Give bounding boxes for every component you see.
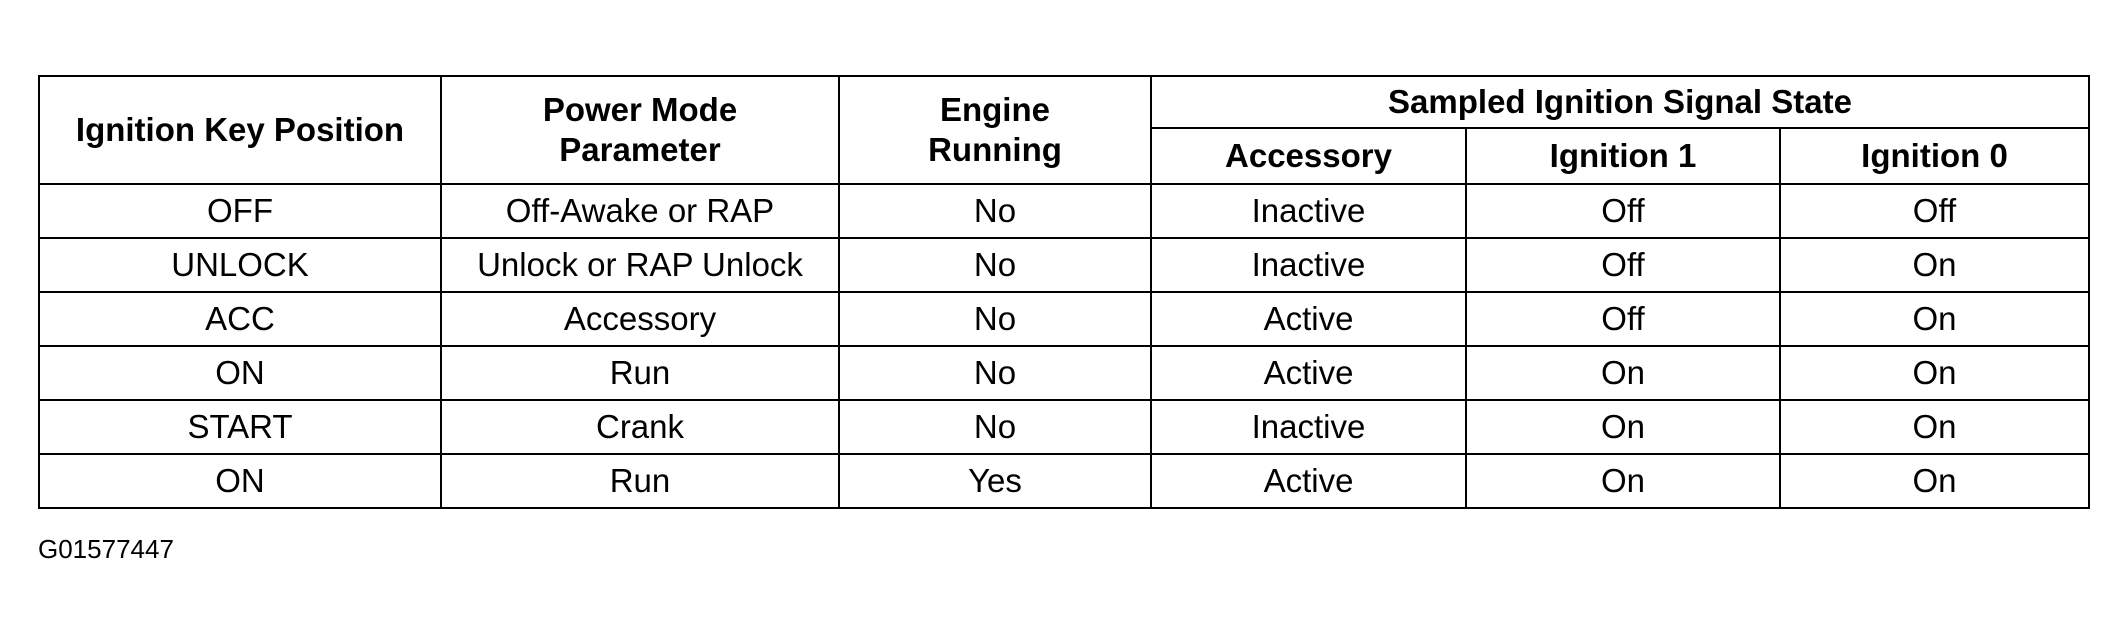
cell-power-mode: Unlock or RAP Unlock — [441, 238, 839, 292]
table-row — [39, 238, 2089, 292]
header-power-mode — [441, 76, 839, 184]
cell-engine-running: No — [839, 184, 1151, 238]
cell-engine-running: No — [839, 292, 1151, 346]
cell-power-mode: Run — [441, 346, 839, 400]
header-power-mode-line1: Power Mode — [542, 91, 738, 128]
cell-ignition-0: On — [1780, 238, 2089, 292]
cell-key-position: UNLOCK — [39, 238, 441, 292]
header-accessory: Accessory — [1151, 128, 1466, 184]
cell-power-mode: Crank — [441, 400, 839, 454]
cell-key-position: ON — [39, 454, 441, 508]
cell-engine-running: No — [839, 238, 1151, 292]
cell-power-mode: Run — [441, 454, 839, 508]
cell-ignition-1: Off — [1466, 184, 1780, 238]
header-engine-running — [839, 76, 1151, 184]
cell-engine-running: No — [839, 400, 1151, 454]
table-row — [39, 454, 2089, 508]
table-row — [39, 292, 2089, 346]
cell-engine-running: Yes — [839, 454, 1151, 508]
cell-ignition-0: Off — [1780, 184, 2089, 238]
header-sampled-signal-state: Sampled Ignition Signal State — [1151, 76, 2089, 128]
header-engine-line2: Running — [928, 131, 1062, 168]
header-ignition-0: Ignition 0 — [1780, 128, 2089, 184]
cell-accessory: Inactive — [1151, 238, 1466, 292]
cell-ignition-1: On — [1466, 454, 1780, 508]
cell-ignition-1: Off — [1466, 238, 1780, 292]
cell-ignition-1: On — [1466, 346, 1780, 400]
figure-id-caption: G01577447 — [38, 534, 174, 564]
cell-ignition-0: On — [1780, 346, 2089, 400]
cell-engine-running: No — [839, 346, 1151, 400]
cell-ignition-1: Off — [1466, 292, 1780, 346]
cell-accessory: Inactive — [1151, 184, 1466, 238]
header-ignition-1: Ignition 1 — [1466, 128, 1780, 184]
ignition-state-table-container — [38, 75, 2088, 509]
table-row — [39, 346, 2089, 400]
header-power-mode-line2: Parameter — [559, 131, 721, 168]
cell-ignition-0: On — [1780, 400, 2089, 454]
cell-key-position: ACC — [39, 292, 441, 346]
table-row — [39, 184, 2089, 238]
cell-accessory: Inactive — [1151, 400, 1466, 454]
cell-key-position: OFF — [39, 184, 441, 238]
cell-ignition-1: On — [1466, 400, 1780, 454]
cell-accessory: Active — [1151, 346, 1466, 400]
header-row — [39, 76, 2089, 128]
cell-power-mode: Accessory — [441, 292, 839, 346]
cell-accessory: Active — [1151, 454, 1466, 508]
cell-key-position: ON — [39, 346, 441, 400]
ignition-state-table — [38, 75, 2090, 509]
cell-ignition-0: On — [1780, 292, 2089, 346]
cell-accessory: Active — [1151, 292, 1466, 346]
header-engine-line1: Engine — [939, 91, 1050, 128]
cell-power-mode: Off-Awake or RAP — [441, 184, 839, 238]
table-row — [39, 400, 2089, 454]
cell-ignition-0: On — [1780, 454, 2089, 508]
cell-key-position: START — [39, 400, 441, 454]
header-key-position: Ignition Key Position — [39, 76, 441, 184]
